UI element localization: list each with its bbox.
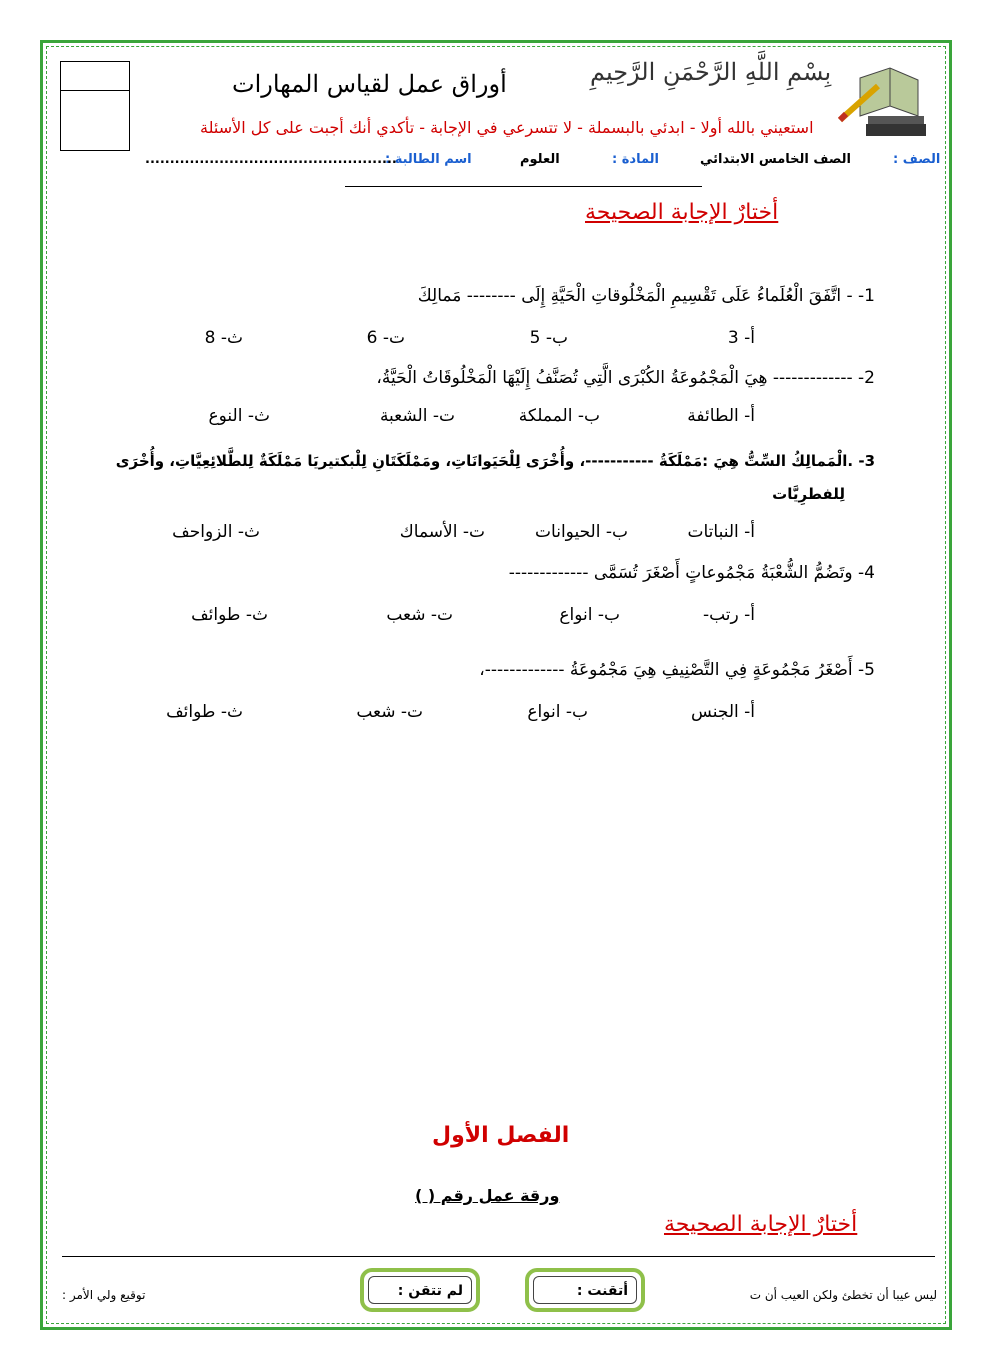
q1-option-c[interactable]: ت- 6 — [366, 328, 405, 348]
footer-divider — [62, 1256, 935, 1257]
q2-option-c[interactable]: ت- الشعبة — [379, 406, 455, 426]
q1-option-a[interactable]: أ- 3 — [727, 328, 755, 348]
question-5: 5- أَصْغَرُ مَجْمُوعَةٍ فِي التَّصْنِيفِ هِيَ مَجْمُوعَةُ -------------، — [479, 660, 875, 680]
subject-label: المادة : — [612, 152, 660, 167]
question-2: 2- ------------- هِيَ الْمَجْمُوعَةُ الكُبْرَى الَّتِي تُصَنَّفُ إِلَيْهَا الْمَخْلُوقَاتُ الْحَيَّةُ، — [376, 368, 875, 388]
chapter-title: الفصل الأول — [432, 1123, 570, 1148]
q2-option-a[interactable]: أ- الطائفة — [687, 406, 755, 426]
q3-option-d[interactable]: ث- الزواحف — [172, 522, 260, 542]
q2-option-d[interactable]: ث- النوع — [208, 406, 270, 426]
q5-option-c[interactable]: ت- شعب — [356, 702, 423, 722]
q2-option-b[interactable]: ب- المملكة — [518, 406, 600, 426]
q5-option-b[interactable]: ب- انواع — [527, 702, 588, 722]
question-3-continued: لِلفطرِيَّات — [772, 485, 845, 503]
q5-option-a[interactable]: أ- الجنس — [691, 702, 755, 722]
section-heading: أختارٌ الإجابة الصحيحة — [585, 200, 779, 225]
book-pencil-logo-icon — [838, 58, 928, 144]
q1-option-d[interactable]: ث- 8 — [204, 328, 243, 348]
q5-option-d[interactable]: ث- طوائف — [166, 702, 243, 722]
grade-label: الصف : — [893, 152, 941, 167]
footer-motto: ليس عيبا أن تخطئ ولكن العيب أن ت — [749, 1288, 937, 1302]
worksheet-number: ورقة عمل رقم ( ) — [415, 1186, 560, 1205]
q3-option-c[interactable]: ت- الأسماك — [399, 522, 485, 542]
subject-value: العلوم — [520, 152, 560, 167]
question-4: 4- وتَضُمُّ الشُّعْبَةُ مَجْمُوعاتٍ أَصْغَرَ تُسَمَّى ------------- — [508, 563, 875, 583]
q4-option-c[interactable]: ت- شعب — [386, 605, 453, 625]
q4-option-a[interactable]: أ- رتب- — [702, 605, 755, 625]
mastered-box[interactable] — [525, 1268, 645, 1312]
question-1: 1- - اتَّفَقَ الْعُلَماءُ عَلَى تَقْسِيمِ الْمَخْلُوقاتِ الْحَيَّةِ إِلَى -------- مَمالِكَ — [417, 286, 875, 306]
q3-option-a[interactable]: أ- النباتات — [687, 522, 755, 542]
q4-option-d[interactable]: ث- طوائف — [191, 605, 268, 625]
student-name-label: اسم الطالبة : — [385, 152, 472, 167]
q1-option-b[interactable]: ب- 5 — [529, 328, 568, 348]
student-name-field[interactable]: ................................................... — [145, 152, 397, 167]
question-3: 3- .الْمَمالِكُ السِّتُّ هِيَ :مَمْلَكَةُ -----------، وأُخْرَى لِلْحَيَوانَاتِ، ومَمْلَكَتَانِ لِلْبكتيريَا مَمْلَكَةٌ لِلطَّلائِعِيَّاتِ، وأُخْرَى — [115, 452, 875, 470]
q4-option-b[interactable]: ب- انواع — [559, 605, 620, 625]
mastered-label: أتقنت : — [533, 1276, 637, 1304]
bottom-heading: أختارٌ الإجابة الصحيحة — [664, 1212, 858, 1237]
instructions: استعيني بالله أولا - ابدئي بالبسملة - لا تتسرعي في الإجابة - تأكدي أنك أجبت على كل الأسئلة — [200, 118, 814, 137]
parent-signature-label[interactable]: توقيع ولي الأمر : — [62, 1288, 146, 1302]
not-mastered-label: لم تتقن : — [368, 1276, 472, 1304]
score-box — [60, 61, 130, 151]
header-divider — [345, 186, 702, 187]
basmala-calligraphy: بِسْمِ اللَّهِ الرَّحْمَنِ الرَّحِيمِ — [590, 58, 832, 86]
q3-option-b[interactable]: ب- الحيوانات — [535, 522, 628, 542]
grade-value: الصف الخامس الابتدائي — [700, 152, 852, 167]
worksheet-title: أوراق عمل لقياس المهارات — [232, 70, 507, 98]
not-mastered-box[interactable] — [360, 1268, 480, 1312]
